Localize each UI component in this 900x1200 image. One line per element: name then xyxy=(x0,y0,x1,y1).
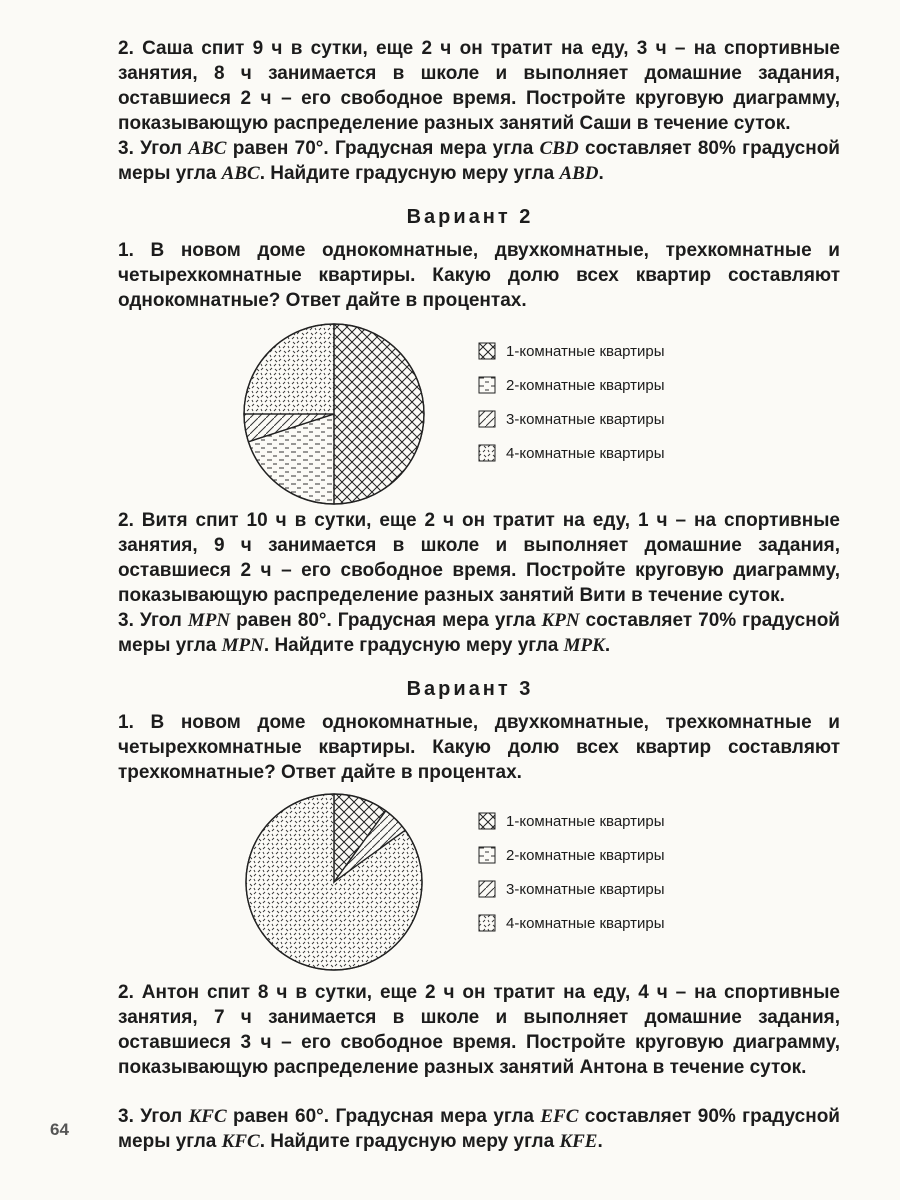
task-anton-pie: 2. Антон спит 8 ч в сутки, еще 2 ч он тратит на еду, 4 ч – на спортивные занятия, 7 ч занимается в школе и выполняет домашние задания, оставшиеся 3 ч – его свободное время. Постройте круговую диаграмму, показывающую распределение разных занятий Антона в течение суток. xyxy=(118,982,840,1078)
diagonal-swatch-icon xyxy=(478,410,496,428)
text-part: 3. Угол xyxy=(118,610,188,631)
legend-label: 3-комнатные квартиры xyxy=(506,880,665,898)
text-part: равен 60°. Градусная мера угла xyxy=(226,1106,541,1127)
text-part: . xyxy=(604,635,611,656)
dots-swatch-icon xyxy=(478,914,496,932)
legend-label: 4-комнатные квартиры xyxy=(506,914,665,932)
task-apartments-three-room: 1. В новом доме однокомнатные, двухкомнатные, трехкомнатные и четырехкомнатные квартиры. Какую долю всех квартир составляют трехкомнатные? Ответ дайте в процентах. xyxy=(118,712,840,783)
task-vitya-pie: 2. Витя спит 10 ч в сутки, еще 2 ч он тратит на еду, 1 ч – на спортивные занятия, 9 ч занимается в школе и выполняет домашние задания, оставшиеся 2 ч – его свободное время. Постройте круговую диаграмму, показывающую распределение разных занятий Вити в течение суток. xyxy=(118,510,840,606)
dots-swatch-icon xyxy=(478,444,496,462)
legend-variant-3 xyxy=(478,804,778,940)
angle-label: CBD xyxy=(539,138,579,159)
angle-label: MPK xyxy=(563,635,605,656)
page-number: 64 xyxy=(50,1120,69,1139)
legend-label: 4-комнатные квартиры xyxy=(506,444,665,462)
task-angle-abc xyxy=(118,136,840,186)
text-part: . Найдите градусную меру угла xyxy=(259,163,560,184)
variant-3-heading: Вариант 3 xyxy=(406,678,534,700)
angle-label: KFE xyxy=(559,1131,598,1152)
text-part: равен 70°. Градусная мера угла xyxy=(226,138,540,159)
angle-label: ABC xyxy=(188,138,227,159)
text-part: . Найдите градусную меру угла xyxy=(259,1131,560,1152)
legend-label: 2-комнатные квартиры xyxy=(506,376,665,394)
angle-label: ABD xyxy=(559,163,599,184)
task-sasha-pie: 2. Саша спит 9 ч в сутки, еще 2 ч он тратит на еду, 3 ч – на спортивные занятия, 8 ч занимается в школе и выполняет домашние задания, оставшиеся 2 ч – его свободное время. Постройте круговую диаграмму, показывающую распределение разных занятий Саши в течение суток. xyxy=(118,38,840,134)
angle-label: EFC xyxy=(540,1106,579,1127)
crosshatch-swatch-icon xyxy=(478,342,496,360)
legend-item-1-room xyxy=(478,334,778,368)
task-apartments-one-room: 1. В новом доме однокомнатные, двухкомнатные, трехкомнатные и четырехкомнатные квартиры. Какую долю всех квартир составляют однокомнатные? Ответ дайте в процентах. xyxy=(118,240,840,311)
variant-2-heading: Вариант 2 xyxy=(406,206,534,228)
legend-item-4-room xyxy=(478,906,778,940)
slice-4-room xyxy=(244,324,334,414)
text-part: составляет 70% градусной меры угла xyxy=(118,610,840,656)
legend-item-2-room xyxy=(478,368,778,402)
angle-label: ABC xyxy=(221,163,260,184)
angle-label: KFC xyxy=(188,1106,227,1127)
legend-item-3-room xyxy=(478,872,778,906)
text-part: составляет 90% градусной меры угла xyxy=(118,1106,840,1152)
diagonal-swatch-icon xyxy=(478,880,496,898)
angle-label: MPN xyxy=(221,635,264,656)
legend-label: 1-комнатные квартиры xyxy=(506,812,665,830)
legend-item-2-room xyxy=(478,838,778,872)
pie-chart-variant-2 xyxy=(242,322,426,506)
text-part: 3. Угол xyxy=(118,1106,189,1127)
legend-item-1-room xyxy=(478,804,778,838)
dashes-swatch-icon xyxy=(478,376,496,394)
crosshatch-swatch-icon xyxy=(478,812,496,830)
legend-variant-2 xyxy=(478,334,778,470)
task-angle-kfc xyxy=(118,1104,840,1154)
text-part: . xyxy=(597,1131,603,1152)
legend-label: 1-комнатные квартиры xyxy=(506,342,665,360)
legend-item-3-room xyxy=(478,402,778,436)
task-angle-mpn xyxy=(118,608,840,658)
legend-item-4-room xyxy=(478,436,778,470)
slice-1-room xyxy=(334,324,424,504)
angle-label: KPN xyxy=(541,610,580,631)
text-part: . xyxy=(598,163,604,184)
text-part: равен 80°. Градусная мера угла xyxy=(230,610,542,631)
legend-label: 2-комнатные квартиры xyxy=(506,846,665,864)
text-part: . Найдите градусную меру угла xyxy=(263,635,564,656)
legend-label: 3-комнатные квартиры xyxy=(506,410,665,428)
dashes-swatch-icon xyxy=(478,846,496,864)
text-part: 3. Угол xyxy=(118,138,189,159)
angle-label: MPN xyxy=(187,610,231,631)
pie-chart-variant-3 xyxy=(244,792,424,972)
angle-label: KFC xyxy=(221,1131,260,1152)
text-part: составляет 80% градусной меры угла xyxy=(118,138,840,184)
